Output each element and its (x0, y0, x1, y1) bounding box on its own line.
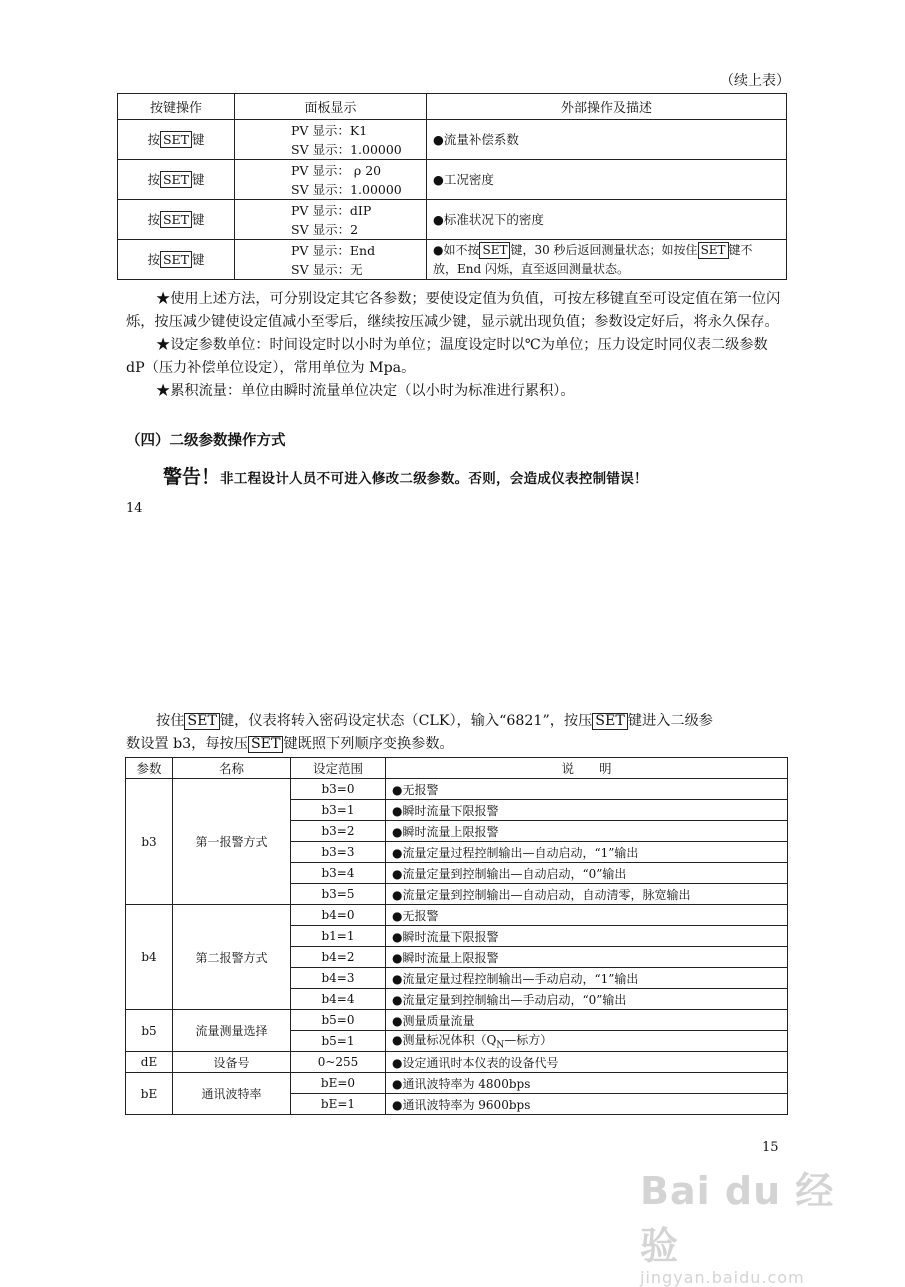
header-param: 参数 (126, 758, 173, 779)
range-cell: b3=3 (291, 842, 386, 863)
table-row (126, 905, 788, 926)
key-operation-table (117, 93, 787, 280)
set-key-box: SET (160, 211, 192, 228)
name-cell: 第二报警方式 (173, 905, 291, 1010)
desc-cell: ●无报警 (386, 905, 788, 926)
pv-line: PV 显示：dIP (291, 202, 372, 218)
key-pre: 按 (147, 252, 160, 267)
range-cell: 0~255 (291, 1052, 386, 1073)
sv-line: SV 显示：无 (291, 261, 363, 277)
warning-title: 警告！ (163, 466, 221, 488)
key-post: 键 (192, 252, 205, 267)
header-name: 名称 (173, 758, 291, 779)
table-row (118, 200, 787, 240)
name-cell: 设备号 (173, 1052, 291, 1073)
intro-part: 键，仪表将转入密码设定状态（CLK），输入“6821”，按压 (219, 713, 593, 729)
sv-line: SV 显示：2 (291, 221, 359, 237)
set-key-box: SET (160, 251, 192, 268)
name-cell: 流量测量选择 (173, 1010, 291, 1052)
desc-part: 键，30 秒后返回测量状态；如按住 (510, 242, 698, 257)
range-cell: b3=5 (291, 884, 386, 905)
secondary-parameter-table (125, 757, 788, 1115)
desc-cell: ●流量定量到控制输出—自动启动，自动清零，脉宽输出 (386, 884, 788, 905)
pv-line: PV 显示：End (291, 242, 376, 258)
intro-line-2 (126, 733, 788, 756)
range-cell: b4=3 (291, 968, 386, 989)
key-post: 键 (192, 172, 205, 187)
desc-part: 键不 (728, 242, 753, 257)
set-key-box: SET (479, 242, 510, 259)
table-row (118, 240, 787, 280)
panel-cell (235, 120, 427, 160)
desc-cell: ●流量定量到控制输出—自动启动，“0”输出 (386, 863, 788, 884)
intro-part: 键既照下列顺序变换参数。 (283, 736, 454, 752)
subscript: N (496, 1040, 505, 1051)
panel-cell (235, 200, 427, 240)
panel-cell (235, 240, 427, 280)
range-cell: b1=1 (291, 926, 386, 947)
key-post: 键 (192, 132, 205, 147)
desc-cell: ●通讯波特率为 4800bps (386, 1073, 788, 1094)
range-cell: b4=4 (291, 989, 386, 1010)
range-cell: b4=2 (291, 947, 386, 968)
desc-cell: ●瞬时流量上限报警 (386, 947, 788, 968)
panel-cell (235, 160, 427, 200)
table-header-row (126, 758, 788, 779)
desc-cell: ●流量定量过程控制输出—自动启动，“1”输出 (386, 842, 788, 863)
baidu-watermark (640, 1160, 870, 1287)
watermark-logo: Bai du 经验 (640, 1169, 835, 1268)
note-paragraph: ★设定参数单位：时间设定时以小时为单位；温度设定时以℃为单位；压力设定时同仪表二级参数 dP（压力补偿单位设定），常用单位为 Mpa。 (126, 337, 768, 376)
set-key-box: SET (160, 131, 192, 148)
watermark-url: jingyan.baidu.com (640, 1268, 805, 1287)
desc-part: ●测量标况体积（Q (392, 1033, 497, 1048)
intro-line-1 (126, 710, 788, 733)
pv-line: PV 显示： ρ 20 (291, 162, 382, 178)
desc-cell: ●流量定量过程控制输出—手动启动，“1”输出 (386, 968, 788, 989)
header-panel-display: 面板显示 (235, 94, 427, 120)
key-pre: 按 (147, 132, 160, 147)
set-key-box: SET (184, 713, 220, 730)
note-paragraph: ★累积流量：单位由瞬时流量单位决定（以小时为标准进行累积）。 (156, 383, 575, 399)
note-paragraph: ★使用上述方法，可分别设定其它各参数；要使设定值为负值，可按左移键直至可设定值在第一位闪烁，按压减少键使设定值减小至零后，继续按压减少键，显示就出现负值；参数设定好后，将永久保存。 (126, 291, 781, 330)
desc-cell: ●瞬时流量上限报警 (386, 821, 788, 842)
set-key-box: SET (592, 713, 628, 730)
table-row (126, 1073, 788, 1094)
desc-line-2: 放，End 闪烁，直至返回测量状态。 (433, 261, 629, 276)
header-explanation: 说 明 (386, 758, 788, 779)
table-row (126, 779, 788, 800)
range-cell: b5=0 (291, 1010, 386, 1031)
name-cell: 通讯波特率 (173, 1073, 291, 1115)
key-cell (118, 160, 235, 200)
table-row (118, 120, 787, 160)
header-key-operation: 按键操作 (118, 94, 235, 120)
desc-cell: ●流量定量到控制输出—手动启动，“0”输出 (386, 989, 788, 1010)
desc-cell: ●标准状况下的密度 (427, 200, 787, 240)
param-cell: b4 (126, 905, 173, 1010)
warning-banner (163, 462, 793, 489)
set-key-box: SET (698, 242, 729, 259)
param-cell: bE (126, 1073, 173, 1115)
desc-cell: ●工况密度 (427, 160, 787, 200)
key-cell (118, 120, 235, 160)
range-cell: b5=1 (291, 1031, 386, 1052)
key-pre: 按 (147, 212, 160, 227)
key-cell (118, 200, 235, 240)
table-row (126, 1010, 788, 1031)
key-cell (118, 240, 235, 280)
desc-line-1 (433, 241, 780, 260)
desc-cell: ●瞬时流量下限报警 (386, 800, 788, 821)
range-cell: b3=0 (291, 779, 386, 800)
key-pre: 按 (147, 172, 160, 187)
table-row (118, 160, 787, 200)
table-header-row (118, 94, 787, 120)
intro-part: 键进入二级参 (627, 713, 713, 729)
warning-text: 非工程设计人员不可进入修改二级参数。否则，会造成仪表控制错误！ (220, 471, 648, 487)
desc-cell: ●流量补偿系数 (427, 120, 787, 160)
range-cell: bE=1 (291, 1094, 386, 1115)
range-cell: b4=0 (291, 905, 386, 926)
set-key-box: SET (160, 171, 192, 188)
sv-line: SV 显示：1.00000 (291, 141, 402, 157)
param-cell: b3 (126, 779, 173, 905)
intro-part: 数设置 b3，每按压 (126, 736, 248, 752)
header-description: 外部操作及描述 (427, 94, 787, 120)
continued-label: （续上表） (720, 73, 790, 89)
param-cell: dE (126, 1052, 173, 1073)
range-cell: b3=2 (291, 821, 386, 842)
range-cell: b3=4 (291, 863, 386, 884)
desc-part: —标方） (504, 1033, 553, 1048)
range-cell: bE=0 (291, 1073, 386, 1094)
desc-cell (386, 1031, 788, 1052)
desc-cell: ●测量质量流量 (386, 1010, 788, 1031)
desc-cell: ●设定通讯时本仪表的设备代号 (386, 1052, 788, 1073)
sv-line: SV 显示：1.00000 (291, 181, 402, 197)
desc-cell: ●通讯波特率为 9600bps (386, 1094, 788, 1115)
name-cell: 第一报警方式 (173, 779, 291, 905)
set-key-box: SET (248, 736, 284, 753)
table-row (126, 1052, 788, 1073)
section-heading: （四）二级参数操作方式 (126, 433, 286, 449)
page-number: 15 (762, 1140, 779, 1155)
header-range: 设定范围 (291, 758, 386, 779)
key-post: 键 (192, 212, 205, 227)
desc-cell: ●瞬时流量下限报警 (386, 926, 788, 947)
desc-part: ●如不按 (433, 242, 480, 257)
intro-part: 按住 (156, 713, 185, 729)
desc-cell (427, 240, 787, 280)
range-cell: b3=1 (291, 800, 386, 821)
desc-cell: ●无报警 (386, 779, 788, 800)
intro-paragraph (126, 710, 788, 756)
param-cell: b5 (126, 1010, 173, 1052)
page-number: 14 (126, 501, 143, 516)
notes-block (126, 288, 788, 403)
pv-line: PV 显示：K1 (291, 122, 368, 138)
